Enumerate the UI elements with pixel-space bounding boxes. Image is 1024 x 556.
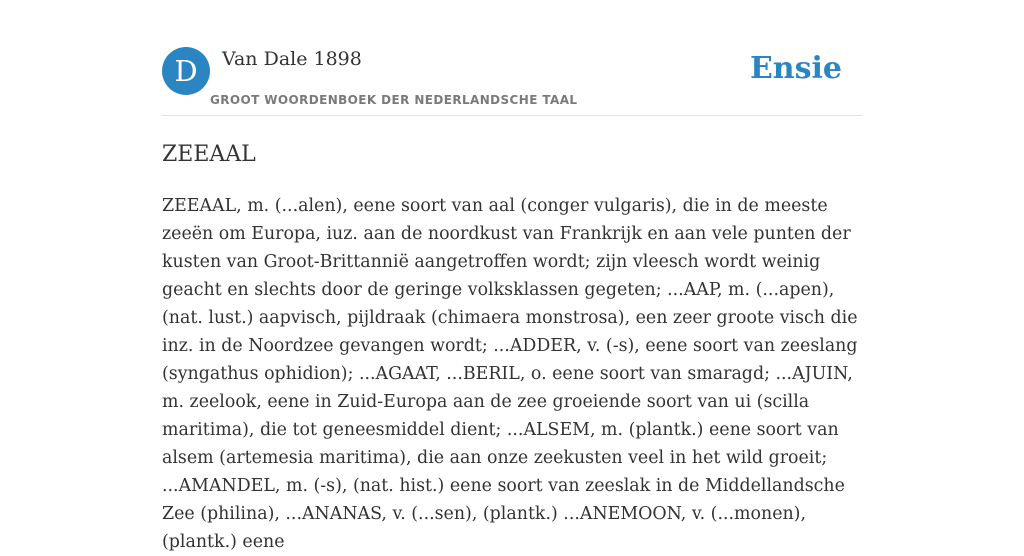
dictionary-subtitle: GROOT WOORDENBOEK DER NEDERLANDSCHE TAAL	[210, 93, 578, 107]
dictionary-name[interactable]: Van Dale 1898	[222, 48, 362, 70]
entry-body	[162, 192, 862, 556]
dictionary-logo-icon[interactable]: D	[162, 47, 210, 95]
entry-title: ZEEAAL	[162, 142, 256, 167]
entry-definition: ZEEAAL, m. (...alen), eene soort van aal (conger vulgaris), die in de meeste zeeën om Europa, iuz. aan de noordkust van Frankrijk en aan vele punten der kusten van Groot-Brittannië aangetroffen wordt; zijn vleesch wordt weinig geacht en slechts door de geringe volksklassen gegeten; ...AAP, m. (...apen), (nat. lust.) aapvisch, pijldraak (chimaera monstrosa), een zeer groote visch die inz. in de Noordzee gevangen wordt; ...ADDER, v. (-s), eene soort van zeeslang (syngathus ophidion); ...AGAAT, ...BERIL, o. eene soort van smaragd; ...AJUIN, m. zeelook, eene in Zuid-Europa aan de zee groeiende soort van ui (scilla maritima), die tot geneesmiddel dient; ...ALSEM, m. (plantk.) eene soort van alsem (artemesia maritima), die aan onze zeekusten veel in het wild groeit; ...AMANDEL, m. (-s), (nat. hist.) eene soort van zeeslak in de Middellandsche Zee (philina), ...ANANAS, v. (...sen), (plantk.) ...ANEMOON, v. (...monen), (plantk.) eene	[162, 196, 858, 552]
dictionary-header	[162, 47, 862, 116]
brand-logo[interactable]: Ensie	[749, 51, 842, 86]
